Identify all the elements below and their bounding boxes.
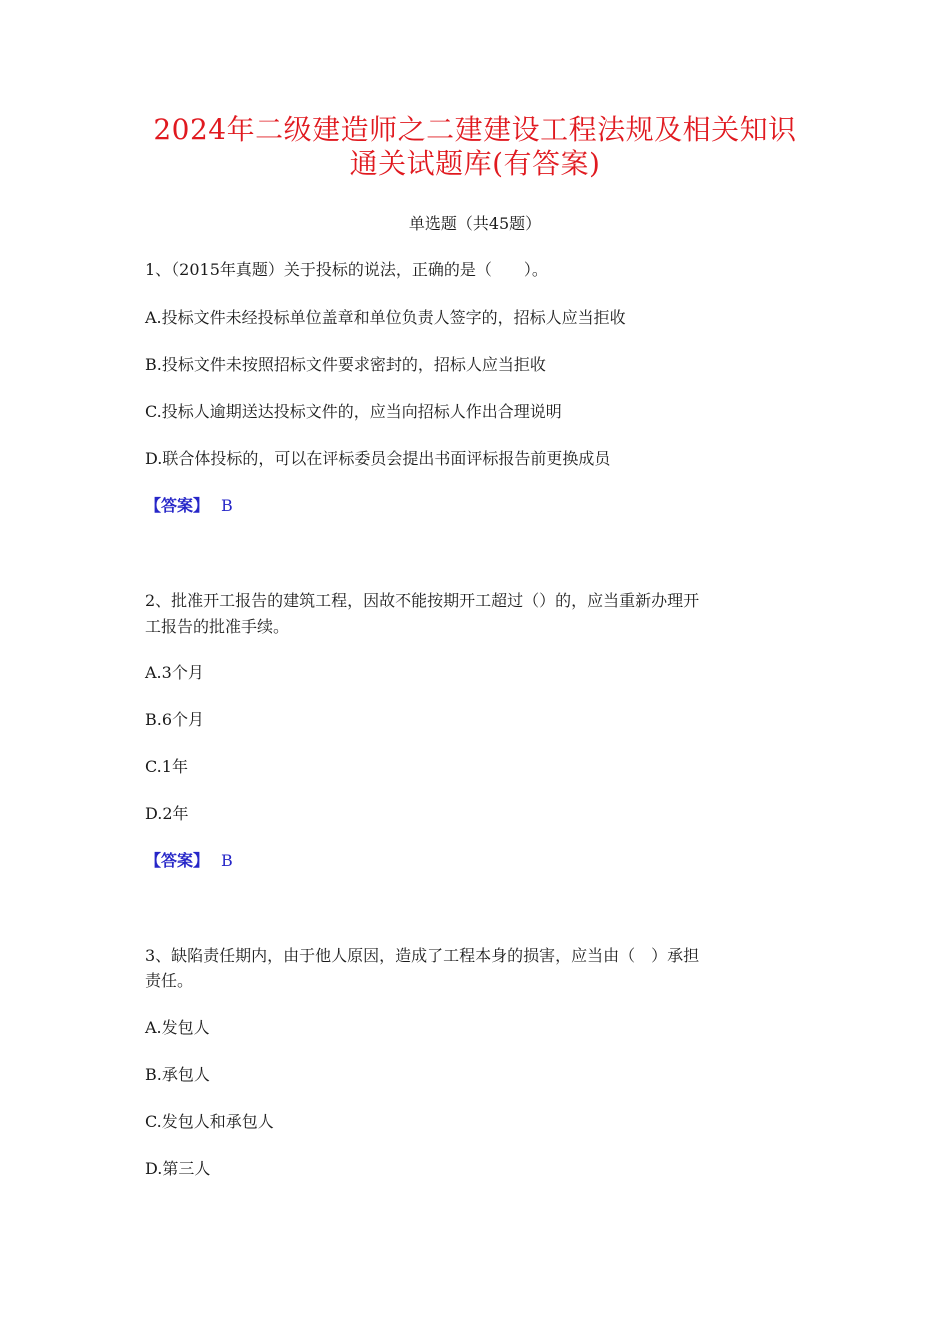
option-a: A.3个月	[145, 663, 204, 682]
option-b: B.承包人	[145, 1065, 210, 1084]
option-c: C.投标人逾期送达投标文件的，应当向招标人作出合理说明	[145, 402, 562, 421]
option-d: D.联合体投标的，可以在评标委员会提出书面评标报告前更换成员	[145, 449, 611, 468]
question-stem: 2、批准开工报告的建筑工程，因故不能按期开工超过（）的，应当重新办理开	[145, 591, 700, 610]
option-c: C.1年	[145, 757, 188, 776]
answer-value: B	[221, 496, 233, 515]
answer-value: B	[221, 851, 233, 870]
option-d: D.第三人	[145, 1159, 211, 1178]
question-stem: 3、缺陷责任期内，由于他人原因，造成了工程本身的损害，应当由（ ）承担	[145, 946, 700, 965]
section-title: 单选题（共45题）	[408, 214, 542, 233]
option-b: B.6个月	[145, 710, 205, 729]
option-c: C.发包人和承包人	[145, 1112, 274, 1131]
document-title-line-2: 通关试题库(有答案)	[349, 147, 601, 180]
option-d: D.2年	[145, 804, 189, 823]
document-title-line-1: 2024年二级建造师之二建建设工程法规及相关知识	[153, 113, 797, 146]
option-a: A.投标文件未经投标单位盖章和单位负责人签字的，招标人应当拒收	[145, 308, 626, 327]
option-a: A.发包人	[145, 1018, 210, 1037]
answer-line	[145, 848, 810, 874]
option-b: B.投标文件未按照招标文件要求密封的，招标人应当拒收	[145, 355, 546, 374]
answer-tag: 【答案】	[145, 851, 210, 870]
question-stem-continued: 责任。	[145, 971, 194, 990]
answer-tag: 【答案】	[145, 496, 210, 515]
answer-line	[145, 493, 810, 519]
question-stem: 1、（2015年真题）关于投标的说法，正确的是（ ）。	[145, 260, 548, 279]
question-stem-continued: 工报告的批准手续。	[145, 617, 290, 636]
